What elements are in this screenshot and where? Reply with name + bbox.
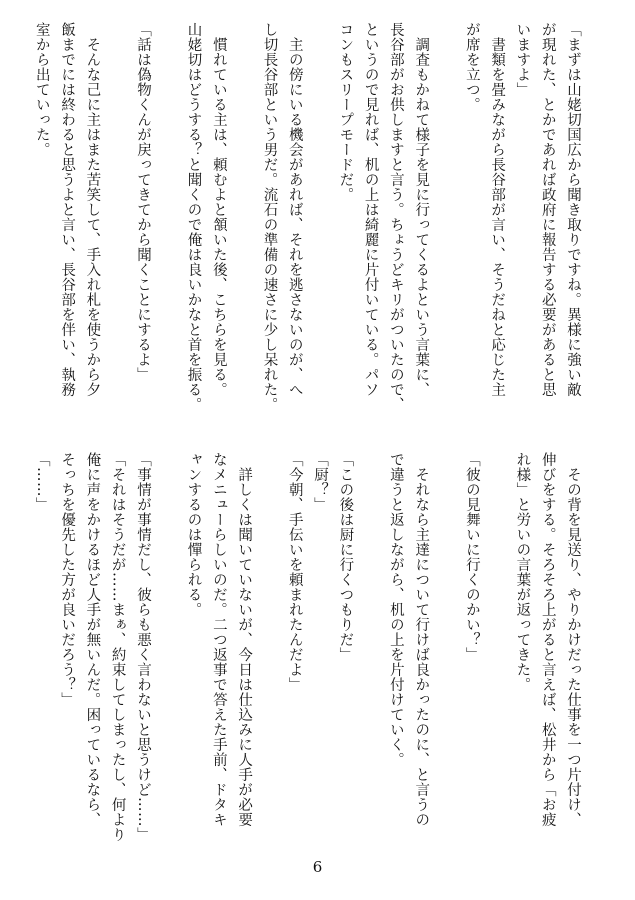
text-line: れ様」と労いの言葉が返ってきた。 bbox=[514, 452, 531, 692]
text-line: いますよ」 bbox=[514, 22, 531, 97]
blank-line bbox=[307, 22, 332, 388]
text-line: し切長谷部という男だ。流石の準備の速さに少し呆れた。 bbox=[261, 22, 278, 412]
text-line: 慣れている主は、頼むよと頷いた後、こちらを見る。 bbox=[210, 22, 227, 397]
text-line: 室から出ていった。 bbox=[33, 22, 50, 157]
blank-line bbox=[433, 452, 458, 814]
text-line: 「話は偽物くんが戻ってきてから聞くことにするよ」 bbox=[134, 22, 151, 382]
text-line: コンもスリープモードだ。 bbox=[337, 22, 354, 202]
text-line: で違うと返しながら、机の上を片付けていく。 bbox=[387, 452, 404, 767]
text-line: 「彼の見舞いに行くのかい？」 bbox=[463, 452, 480, 662]
blank-line bbox=[256, 452, 281, 814]
bottom-text-block bbox=[33, 452, 585, 842]
text-line: 「……」 bbox=[33, 452, 50, 512]
blank-line bbox=[155, 22, 180, 388]
text-line: 山姥切はどうする？と聞くので俺は良いかなと首を振る。 bbox=[185, 22, 202, 412]
text-line: というので見れば、机の上は綺麗に片付いている。パソ bbox=[362, 22, 379, 397]
text-line: 飯までには終わると思うよと言い、長谷部を伴い、執務 bbox=[59, 22, 76, 397]
blank-line bbox=[357, 452, 382, 814]
text-line: 長谷部がお供しますと言う。ちょうどキリがついたので、 bbox=[387, 22, 404, 412]
text-line: なメニューらしいのだ。二つ返事で答えた手前、ドタキ bbox=[210, 452, 227, 827]
top-text-block bbox=[33, 22, 585, 412]
text-line: そんな己に主はまた苦笑して、手入れ札を使うから夕 bbox=[84, 22, 101, 397]
text-line: 主の傍にいる機会があれば、それを逃さないのが、へ bbox=[286, 22, 303, 397]
text-line: それなら主達について行けば良かったのに、と言うの bbox=[413, 452, 430, 827]
text-line: 「今朝、手伝いを頼まれたんだよ」 bbox=[286, 452, 303, 692]
text-line: 「まずは山姥切国広から聞き取りですね。異様に強い敵 bbox=[565, 22, 581, 397]
text-line: 調査もかねて様子を見に行ってくるよという言葉に、 bbox=[413, 22, 430, 397]
text-line: 「厨？」 bbox=[312, 452, 329, 512]
text-line: その背を見送り、やりかけだった仕事を一つ片付け、 bbox=[565, 452, 581, 827]
text-line: 「それはそうだが……まぁ、約束してしまったし、何より bbox=[109, 452, 126, 842]
blank-line bbox=[231, 22, 256, 388]
text-line: 詳しくは聞いていないが、今日は仕込みに人手が必要 bbox=[236, 452, 253, 827]
text-line: ャンするのは憚られる。 bbox=[185, 452, 202, 617]
blank-line bbox=[433, 22, 458, 388]
blank-line bbox=[155, 452, 180, 814]
text-line: が現れた、とかであれば政府に報告する必要があると思 bbox=[539, 22, 556, 397]
text-line: そっちを優先した方が良いだろう？」 bbox=[59, 452, 76, 707]
text-line: 書類を畳みながら長谷部が言い、そうだねと応じた主 bbox=[489, 22, 506, 397]
text-line: 「事情が事情だし、彼らも悪く言わないと思うけど……」 bbox=[134, 452, 151, 842]
text-line: が席を立つ。 bbox=[463, 22, 480, 112]
text-line: 「この後は厨に行くつもりだ」 bbox=[337, 452, 354, 662]
text-line: 俺に声をかけるほど人手が無いんだ。困っているなら、 bbox=[84, 452, 101, 827]
blank-line bbox=[104, 22, 129, 388]
text-line: 伸びをする。そろそろ上がると言えば、松井から「お疲 bbox=[539, 452, 556, 827]
page-number: 6 bbox=[312, 858, 323, 876]
blank-line bbox=[484, 452, 509, 814]
